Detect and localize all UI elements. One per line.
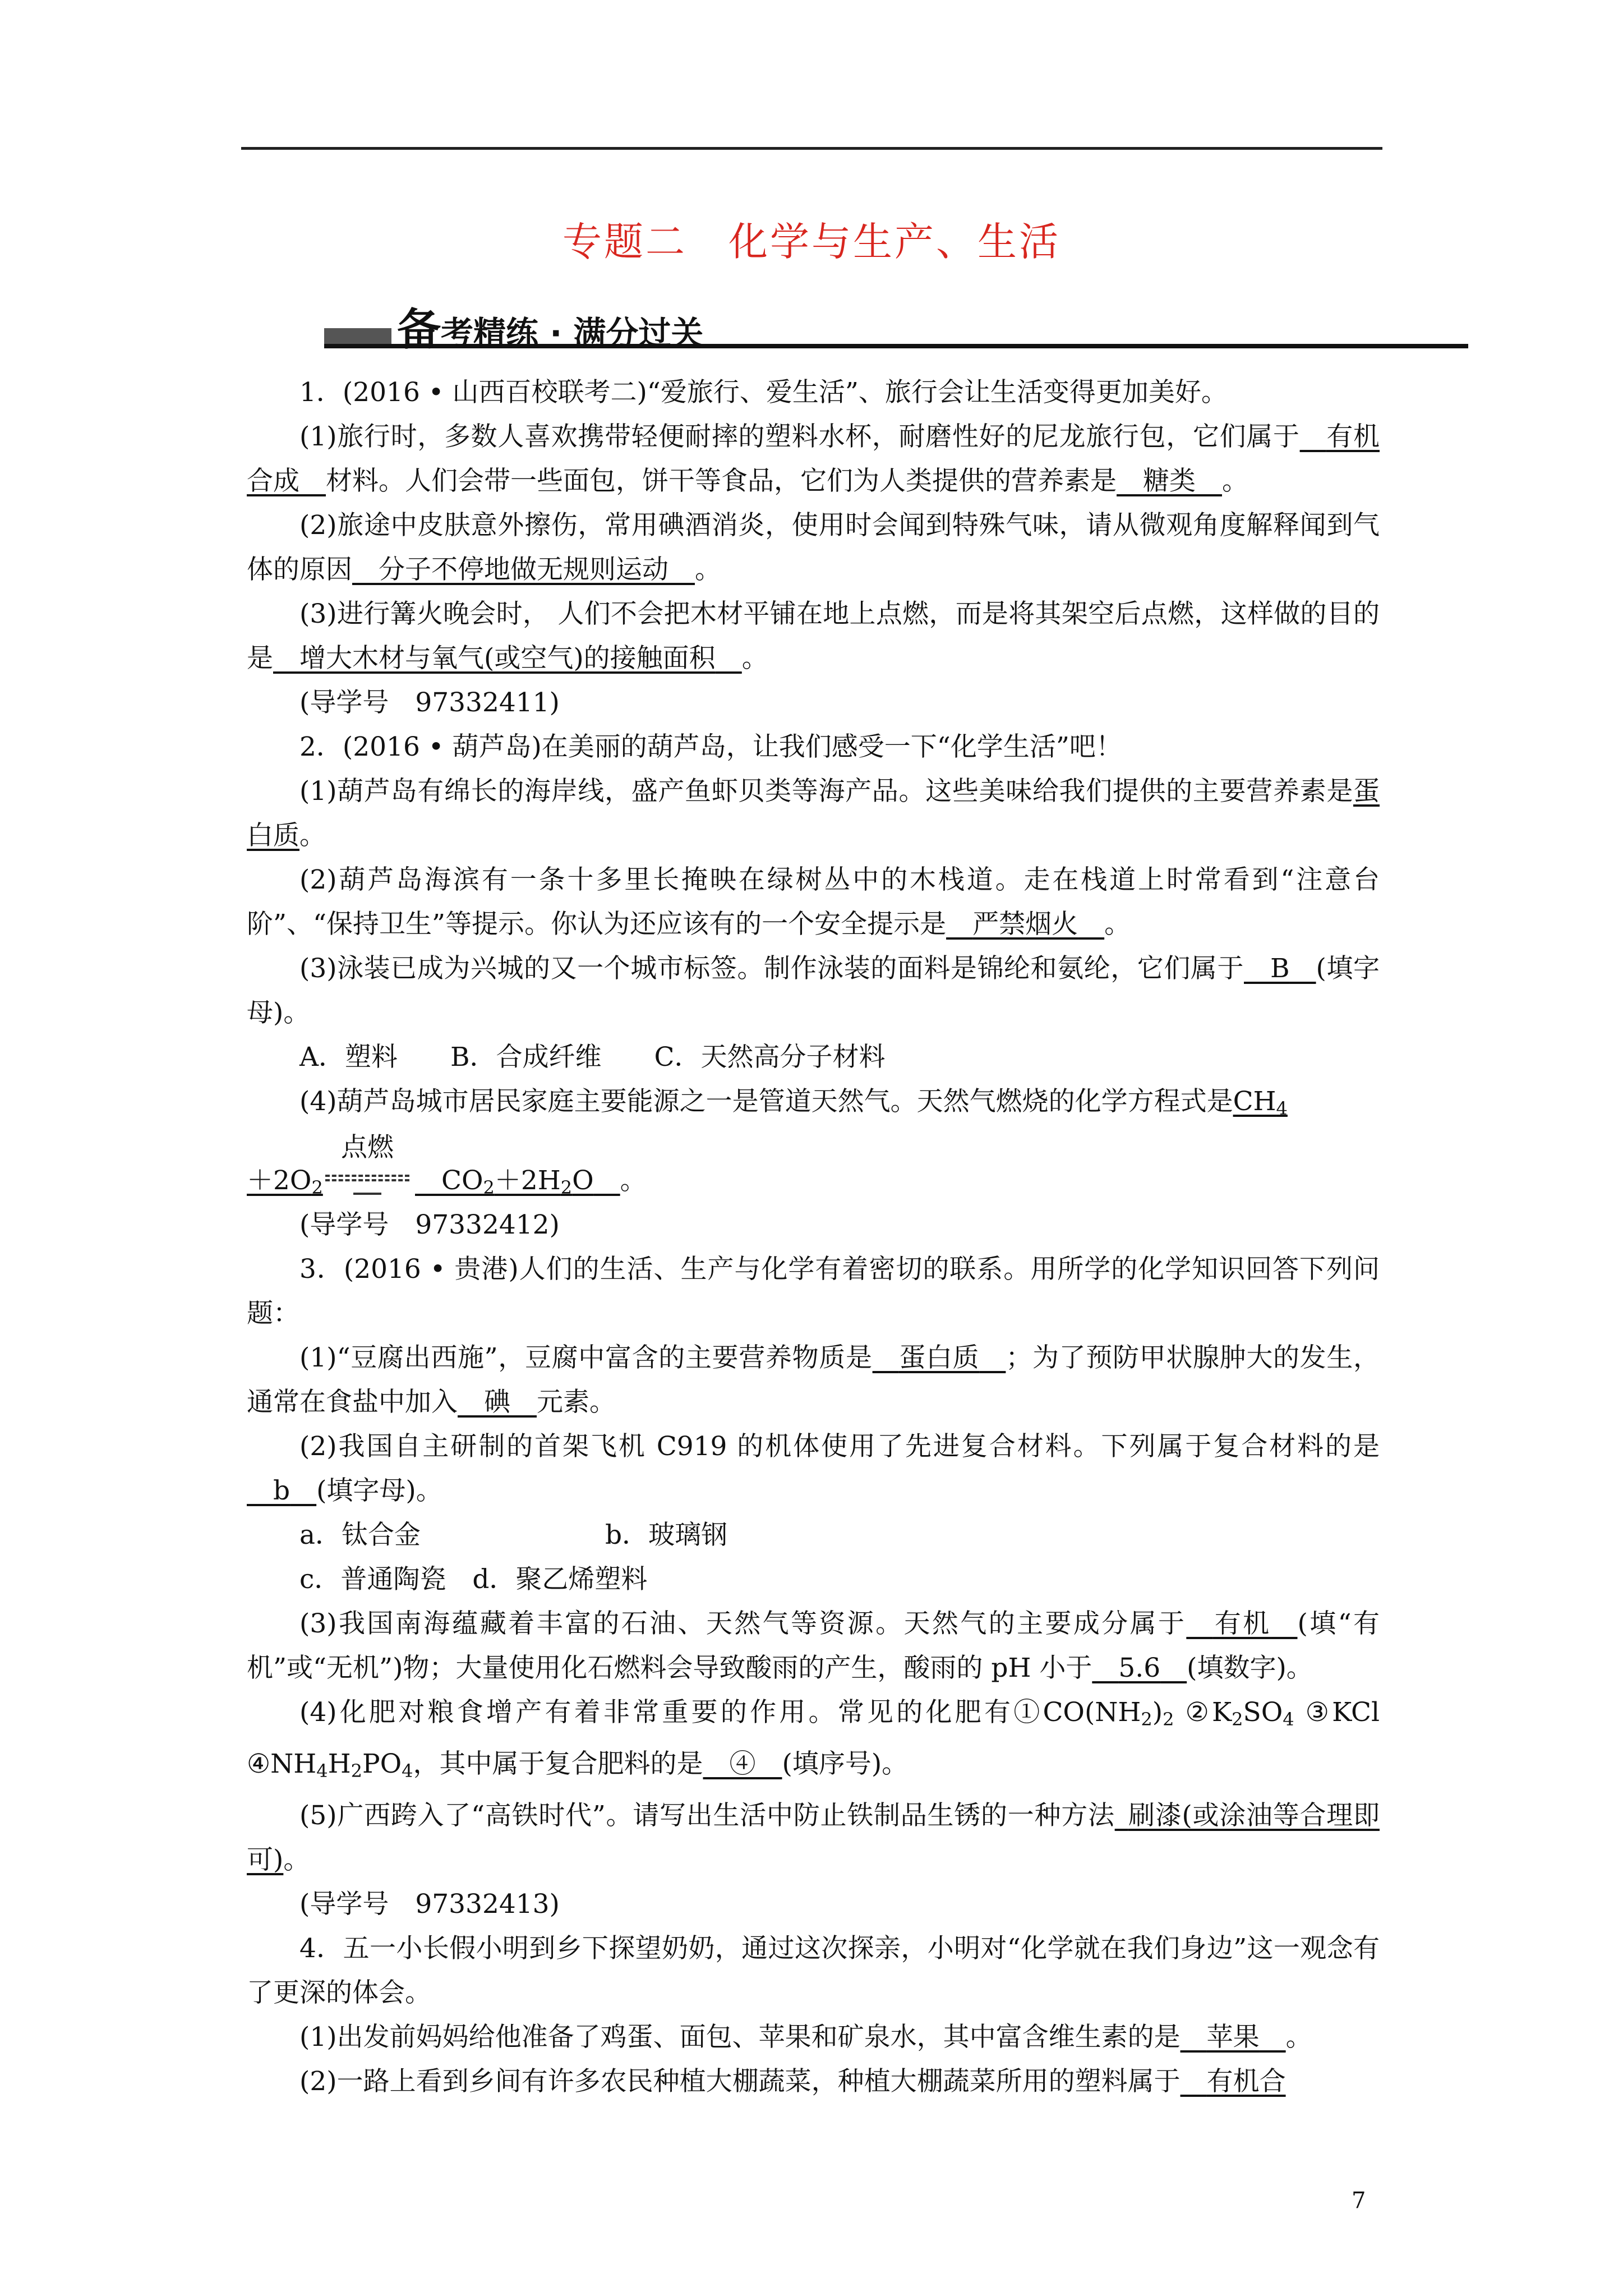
q3-guide-number: (导学号 97332413) [299,1889,560,1920]
q2-answer-3: __B__ [1244,953,1316,984]
q3-answer-1: __蛋白质__ [872,1342,1006,1373]
q3-part3: (3)我国南海蕴藏着丰富的石油、天然气等资源。天然气的主要成分属于__有机__(填“有机”或“无机”)物；大量使用化石燃料会导致酸雨的产生，酸雨的 pH 小于__5.6__(填数字)。 [247,1608,1380,1683]
q4-answer-1: __苹果__ [1180,2022,1286,2053]
q4-part2: (2)一路上看到乡间有许多农民种植大棚蔬菜，种植大棚蔬菜所用的塑料属于__有机合 [299,2066,1286,2097]
q3-options-ab: a．钛合金 b．玻璃钢 [299,1520,728,1550]
q2-equation-underline [353,1193,381,1195]
q2-part4: (4)葫芦岛城市居民家庭主要能源之一是管道天然气。天然气燃烧的化学方程式是$CH_4$ [299,1086,1288,1119]
q3-answer-3: __b__ [247,1475,317,1506]
q3-options-cd: c．普通陶瓷 d．聚乙烯塑料 [299,1564,648,1595]
q2-equation-lhs-o2: $+2O_2$ [247,1165,323,1198]
q1-part2: (2)旅途中皮肤意外擦伤，常用碘酒消炎，使用时会闻到特殊气味，请从微观角度解释闻到气体的原因__分子不停地做无规则运动__。 [247,510,1380,585]
section-header-title [397,295,703,357]
q2-equation-condition: 点燃 [341,1132,394,1163]
question-content [247,370,1380,2104]
q3-stem: 3．(2016 • 贵港)人们的生活、生产与化学有着密切的联系。用所学的化学知识回答下列问题： [247,1254,1380,1329]
section-header-rest: 考精练 · 满分过关 [441,314,704,352]
page-number: 7 [1352,2188,1366,2214]
q2-part1: (1)葫芦岛有绵长的海岸线，盛产鱼虾贝类等海产品。这些美味给我们提供的主要营养素是蛋白质。 [247,776,1380,851]
q3-part1: (1)“豆腐出西施”，豆腐中富含的主要营养物质是__蛋白质__；为了预防甲状腺肿大的发生，通常在食盐中加入__碘__元素。 [247,1342,1380,1418]
q1-part1: (1)旅行时，多数人喜欢携带轻便耐摔的塑料水杯，耐磨性好的尼龙旅行包，它们属于__有机合成__材料。人们会带一些面包，饼干等食品，它们为人类提供的营养素是__糖类__。 [247,421,1380,496]
q1-stem: 1．(2016 • 山西百校联考二)“爱旅行、爱生活”、旅行会让生活变得更加美好。 [299,377,1228,408]
q4-stem: 4．五一小长假小明到乡下探望奶奶，通过这次探亲，小明对“化学就在我们身边”这一观念有了更深的体会。 [247,1933,1380,2008]
q1-answer-3: __分子不停地做无规则运动__ [352,554,695,585]
q3-part4: (4)化肥对粮食增产有着非常重要的作用。常见的化肥有$①CO(NH_2)_2$ $②K_2SO_4$ ③KCl $④NH_4H_2PO_4$，其中属于复合肥料的是__④__(填序号)。 [247,1697,1380,1782]
q4-answer-2: __有机合 [1180,2066,1286,2097]
section-header [324,295,1468,355]
q3-answer-7: _刷漆(或涂油等合理即可) [247,1800,1380,1875]
q4-part1: (1)出发前妈妈给他准备了鸡蛋、面包、苹果和矿泉水，其中富含维生素的是__苹果__。 [299,2022,1312,2053]
q3-answer-6: __④__ [703,1749,782,1779]
q2-part3: (3)泳装已成为兴城的又一个城市标签。制作泳装的面料是锦纶和氨纶，它们属于__B__(填字母)。 [247,953,1380,1028]
q3-answer-5: __5.6__ [1092,1653,1187,1683]
q2-equation-equals-sign [325,1175,409,1181]
q2-stem: 2．(2016 • 葫芦岛)在美丽的葫芦岛，让我们感受一下“化学生活”吧！ [299,731,1122,762]
q2-part2: (2)葫芦岛海滨有一条十多里长掩映在绿树丛中的木栈道。走在栈道上时常看到“注意台阶”、“保持卫生”等提示。你认为还应该有的一个安全提示是__严禁烟火__。 [247,864,1380,940]
q2-equation-rhs: $\_\_CO_2+2H_2O\_\_$。 [415,1165,647,1198]
q2-guide-number: (导学号 97332412) [299,1209,560,1240]
q1-part3: (3)进行篝火晚会时， 人们不会把木材平铺在地上点燃，而是将其架空后点燃，这样做的目的是__增大木材与氧气(或空气)的接触面积__。 [247,599,1380,674]
q2-equation-lhs-ch4: $CH_4$ [1233,1086,1288,1119]
q3-part5: (5)广西跨入了“高铁时代”。请写出生活中防止铁制品生锈的一种方法_刷漆(或涂油等合理即可)。 [247,1800,1380,1875]
q2-equation [247,1131,1380,1203]
q3-answer-4: __有机__ [1186,1608,1298,1639]
page-title: 专题二 化学与生产、生活 [562,219,1061,265]
q2-answer-2: __严禁烟火__ [946,909,1105,940]
header-rule [241,147,1382,150]
section-header-initial: 备 [397,305,441,355]
q1-answer-1: __有机合成__ [247,421,1380,496]
q3-answer-2: __碘__ [458,1387,537,1418]
q1-answer-2: __糖类__ [1117,466,1222,496]
q1-answer-4: __增大木材与氧气(或空气)的接触面积__ [273,643,742,674]
q1-guide-number: (导学号 97332411) [299,687,560,718]
q3-part2: (2)我国自主研制的首架飞机 C919 的机体使用了先进复合材料。下列属于复合材料的是__b__(填字母)。 [247,1431,1380,1506]
q2-options: A．塑料 B．合成纤维 C．天然高分子材料 [299,1042,886,1073]
q2-answer-1: 蛋白质 [247,776,1380,851]
